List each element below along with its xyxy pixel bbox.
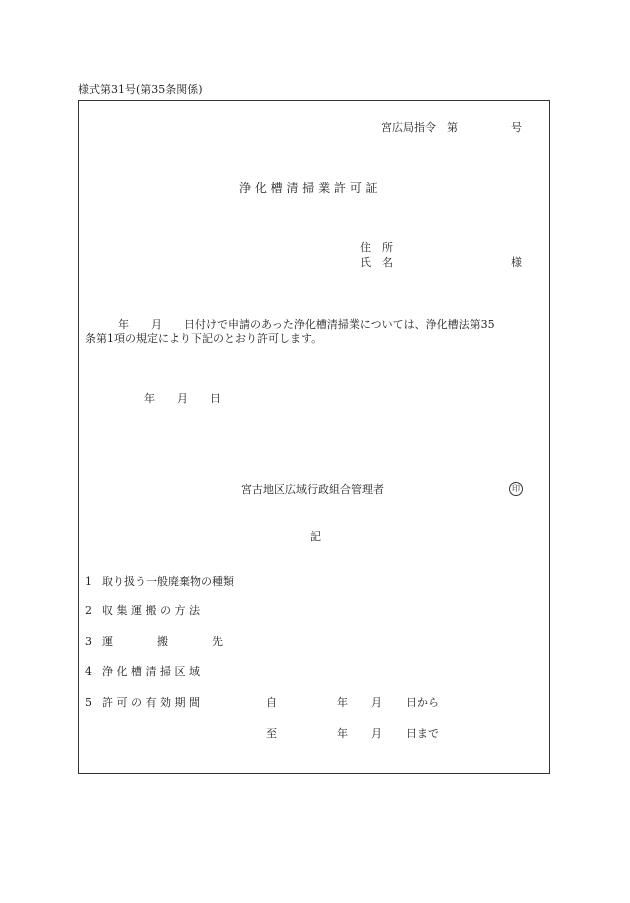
document-title: 浄 化 槽 清 掃 業 許 可 証 bbox=[239, 181, 378, 195]
item-number: 5 bbox=[85, 696, 92, 709]
validity-to-label: 至 bbox=[266, 727, 277, 740]
item-number: 4 bbox=[85, 665, 92, 678]
item-label: 許 可 の 有 効 期 間 bbox=[102, 696, 200, 709]
validity-to-month: 月 bbox=[371, 727, 382, 740]
seal-mark: 印 bbox=[509, 482, 523, 496]
validity-from-day: 日から bbox=[406, 696, 439, 709]
issuer-name: 宮古地区広域行政組合管理者 bbox=[241, 483, 384, 496]
item-label: 浄 化 槽 清 掃 区 域 bbox=[102, 665, 200, 678]
address-label: 住 所 bbox=[360, 241, 393, 254]
validity-from-year: 年 bbox=[337, 696, 348, 709]
item-number: 3 bbox=[85, 635, 92, 648]
permit-number-prefix: 宮広局指令 第 bbox=[381, 121, 458, 134]
item-number: 1 bbox=[85, 575, 92, 588]
item-label: 取り扱う一般廃棄物の種類 bbox=[102, 575, 234, 588]
name-label: 氏 名 bbox=[360, 256, 393, 269]
ki-heading: 記 bbox=[310, 530, 321, 543]
honorific: 様 bbox=[511, 256, 522, 269]
permit-number-suffix: 号 bbox=[511, 121, 522, 134]
validity-to-day: 日まで bbox=[406, 727, 439, 740]
validity-from-month: 月 bbox=[371, 696, 382, 709]
body-line-2: 条第1項の規定により下記のとおり許可します。 bbox=[85, 332, 323, 345]
item-label: 収 集 運 搬 の 方 法 bbox=[102, 604, 200, 617]
item-number: 2 bbox=[85, 604, 92, 617]
body-line-1: 年 月 日付けで申請のあった浄化槽清掃業については、浄化槽法第35 bbox=[85, 318, 495, 331]
validity-from-label: 自 bbox=[266, 696, 277, 709]
issue-date: 年 月 日 bbox=[144, 392, 221, 405]
form-label: 様式第31号(第35条関係) bbox=[78, 83, 203, 96]
validity-to-year: 年 bbox=[337, 727, 348, 740]
item-label: 運 搬 先 bbox=[102, 635, 223, 648]
